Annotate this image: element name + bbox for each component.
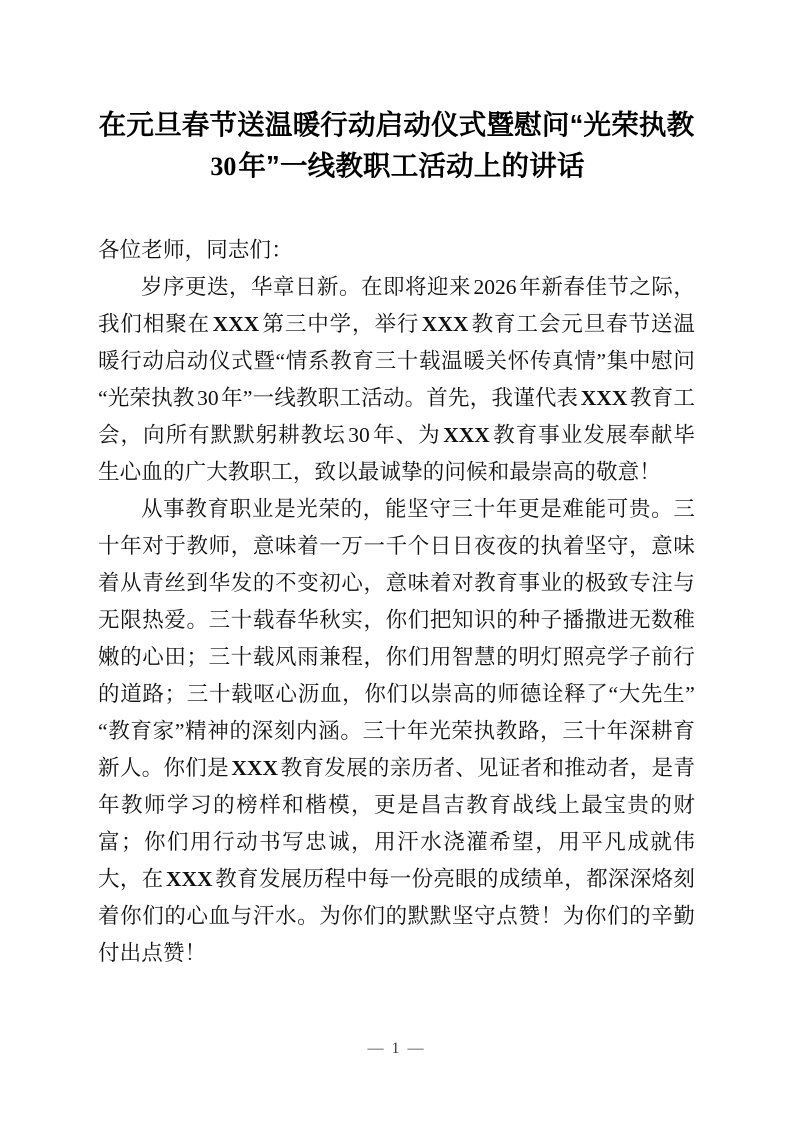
salutation-line: 各位老师，同志们： [98,238,293,262]
title-year-number: 30 [210,152,237,181]
years-30: 30 [197,386,219,410]
org-placeholder: XXX [580,386,628,410]
year-2026: 2026 [473,275,517,299]
document-body [98,232,695,972]
org-placeholder: XXX [212,312,260,336]
org-placeholder: XXX [443,423,490,447]
years-30: 30 [348,423,370,447]
org-placeholder: XXX [421,312,469,336]
org-placeholder: XXX [165,867,213,891]
document-content [98,0,695,972]
page-title: 在元旦春节送温暖行动启动仪式暨慰问“光荣执教30年”一线教职工活动上的讲话 [98,109,695,181]
paragraph-2: 从事教育职业是光荣的，能坚守三十年更是难能可贵。三十年对于教师，意味着一万一千个日日夜夜的执着坚守，意味着从青丝到华发的不变初心，意味着对教育事业的极致专注与无限热爱。三十载春华秋实，你们把知识的种子播撒进无数稚嫩的心田；三十载风雨兼程，你们用智慧的明灯照亮学子前行的道路；三十载呕心沥血，你们以崇高的师德诠释了“大先生”“教育家”精神的深刻内涵。三十年光荣执教路，三十年深耕育新人。你们是 XXX 教育发展的亲历者、见证者和推动者，是青年教师学习的榜样和楷模，更是昌吉教育战线上最宝贵的财富；你们用行动书写忠诚，用汗水浇灌希望，用平凡成就伟大，在 XXX 教育发展历程中每一份亮眼的成绩单，都深深烙刻着你们的心血与汗水。为你们的默默坚守点赞！为你们的辛勤付出点赞！ [98,497,695,965]
paragraph-1: 岁序更迭，华章日新。在即将迎来 2026 年新春佳节之际，我们相聚在 XXX 第三中学，举行 XXX 教育工会元旦春节送温暖行动启动仪式暨“情系教育三十载温暖关怀传真情”集中慰问“光荣执教 30 年”一线教职工活动。首先，我谨代表 XXX 教育工会，向所有默默躬耕教坛 30 年、为 XXX 教育事业发展奉献毕生心血的广大教职工，致以最诚挚的问候和最崇高的敬意！ [98,275,695,484]
org-placeholder: XXX [231,756,278,780]
page-number-footer: — 1 — [367,1040,426,1057]
